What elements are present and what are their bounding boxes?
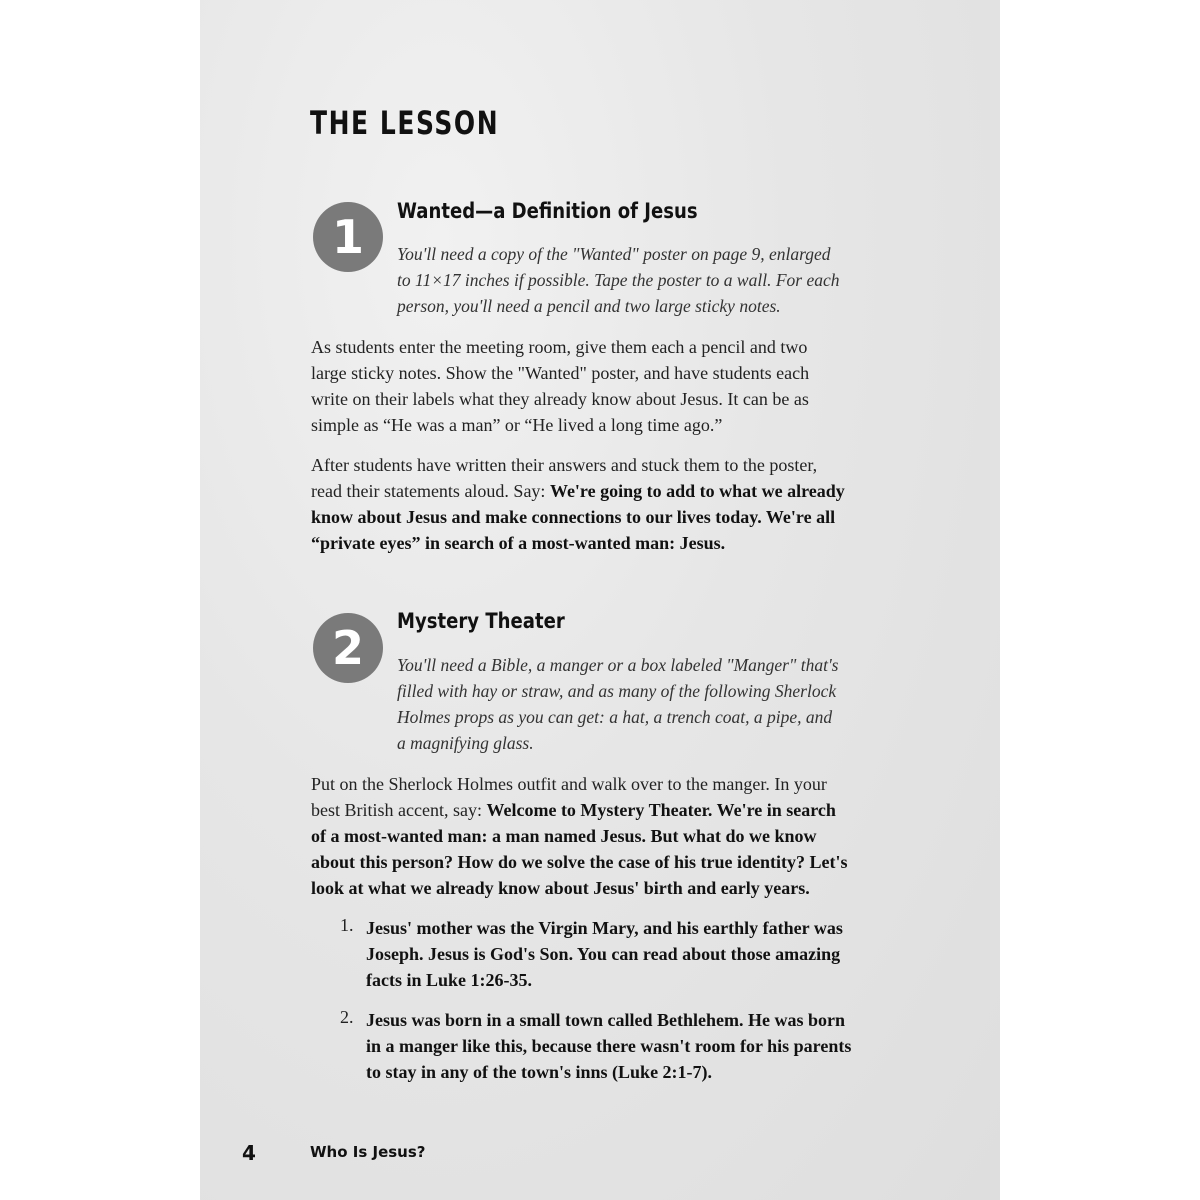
bold-script-text: Welcome to Mystery Theater. We're in search <box>486 800 836 820</box>
list-item <box>366 1007 851 1085</box>
bold-script-text: about this person? How do we solve the case of his true identity? Let's <box>311 852 848 872</box>
bold-script-text: We're going to add to what we already <box>549 481 845 501</box>
body-text: You'll need a Bible, a manger or a box labeled "Manger" that's <box>397 655 839 675</box>
supplies-note <box>397 652 839 756</box>
text-line <box>311 771 848 797</box>
text-line <box>311 334 809 360</box>
bold-script-text: Joseph. Jesus is God's Son. You can read about those amazing <box>366 944 841 964</box>
text-line <box>397 267 839 293</box>
text-line <box>366 941 843 967</box>
body-text: After students have written their answers and stuck them to the poster, <box>311 455 818 475</box>
body-text: As students enter the meeting room, give them each a pencil and two <box>311 337 808 357</box>
list-item <box>366 915 843 993</box>
paragraph <box>311 771 848 901</box>
body-text: write on their labels what they already know about Jesus. It can be as <box>311 389 809 409</box>
text-line <box>311 823 848 849</box>
text-line <box>366 1007 851 1033</box>
list-marker: 1. <box>340 915 354 935</box>
text-line <box>311 530 845 556</box>
text-line <box>397 730 839 756</box>
bold-script-text: of a most-wanted man: a man named Jesus. But what do we know <box>311 826 817 846</box>
text-line <box>311 875 848 901</box>
text-line <box>397 678 839 704</box>
text-line <box>311 360 809 386</box>
text-line <box>311 386 809 412</box>
text-line <box>311 797 848 823</box>
bold-script-text: in a manger like this, because there wasn't room for his parents <box>366 1036 852 1056</box>
text-line <box>397 293 839 319</box>
body-text: Put on the Sherlock Holmes outfit and walk over to the manger. In your <box>311 774 827 794</box>
body-text: to 11×17 inches if possible. Tape the poster to a wall. For each <box>397 270 840 290</box>
bold-script-text: facts in Luke 1:26-35. <box>366 970 532 990</box>
supplies-note <box>397 241 839 319</box>
page-number: 4 <box>242 1141 256 1165</box>
body-text: read their statements aloud. Say: <box>311 481 550 501</box>
body-text: a magnifying glass. <box>397 733 534 753</box>
text-line <box>366 967 843 993</box>
text-line <box>311 478 845 504</box>
paragraph <box>311 334 809 438</box>
bold-script-text: “private eyes” in search of a most-wanted man: Jesus. <box>311 533 726 553</box>
section-heading: Wanted—a Definition of Jesus <box>397 199 698 223</box>
body-text: person, you'll need a pencil and two large sticky notes. <box>397 296 781 316</box>
page-title: THE LESSON <box>310 104 500 142</box>
step-number-badge: 1 <box>313 202 383 272</box>
body-text: You'll need a copy of the "Wanted" poster on page 9, enlarged <box>397 244 831 264</box>
list-marker: 2. <box>340 1007 354 1027</box>
text-line <box>311 504 845 530</box>
text-line <box>397 652 839 678</box>
text-line <box>366 1059 851 1085</box>
body-text: simple as “He was a man” or “He lived a long time ago.” <box>311 415 723 435</box>
body-text: filled with hay or straw, and as many of the following Sherlock <box>397 681 837 701</box>
body-text: best British accent, say: <box>311 800 487 820</box>
body-text: large sticky notes. Show the "Wanted" poster, and have students each <box>311 363 810 383</box>
bold-script-text: Jesus' mother was the Virgin Mary, and his earthly father was <box>366 918 843 938</box>
running-footer-title: Who Is Jesus? <box>310 1143 426 1161</box>
text-line <box>311 452 845 478</box>
paragraph <box>311 452 845 556</box>
bold-script-text: look at what we already know about Jesus' birth and early years. <box>311 878 810 898</box>
section-heading: Mystery Theater <box>397 609 565 633</box>
text-line <box>397 704 839 730</box>
text-line <box>397 241 839 267</box>
bold-script-text: to stay in any of the town's inns (Luke 2:1-7). <box>366 1062 713 1082</box>
bold-script-text: know about Jesus and make connections to our lives today. We're all <box>311 507 836 527</box>
text-line <box>311 412 809 438</box>
bold-script-text: Jesus was born in a small town called Bethlehem. He was born <box>366 1010 846 1030</box>
text-line <box>366 1033 851 1059</box>
text-line <box>366 915 843 941</box>
text-line <box>311 849 848 875</box>
step-number-badge: 2 <box>313 613 383 683</box>
body-text: Holmes props as you can get: a hat, a trench coat, a pipe, and <box>397 707 833 727</box>
